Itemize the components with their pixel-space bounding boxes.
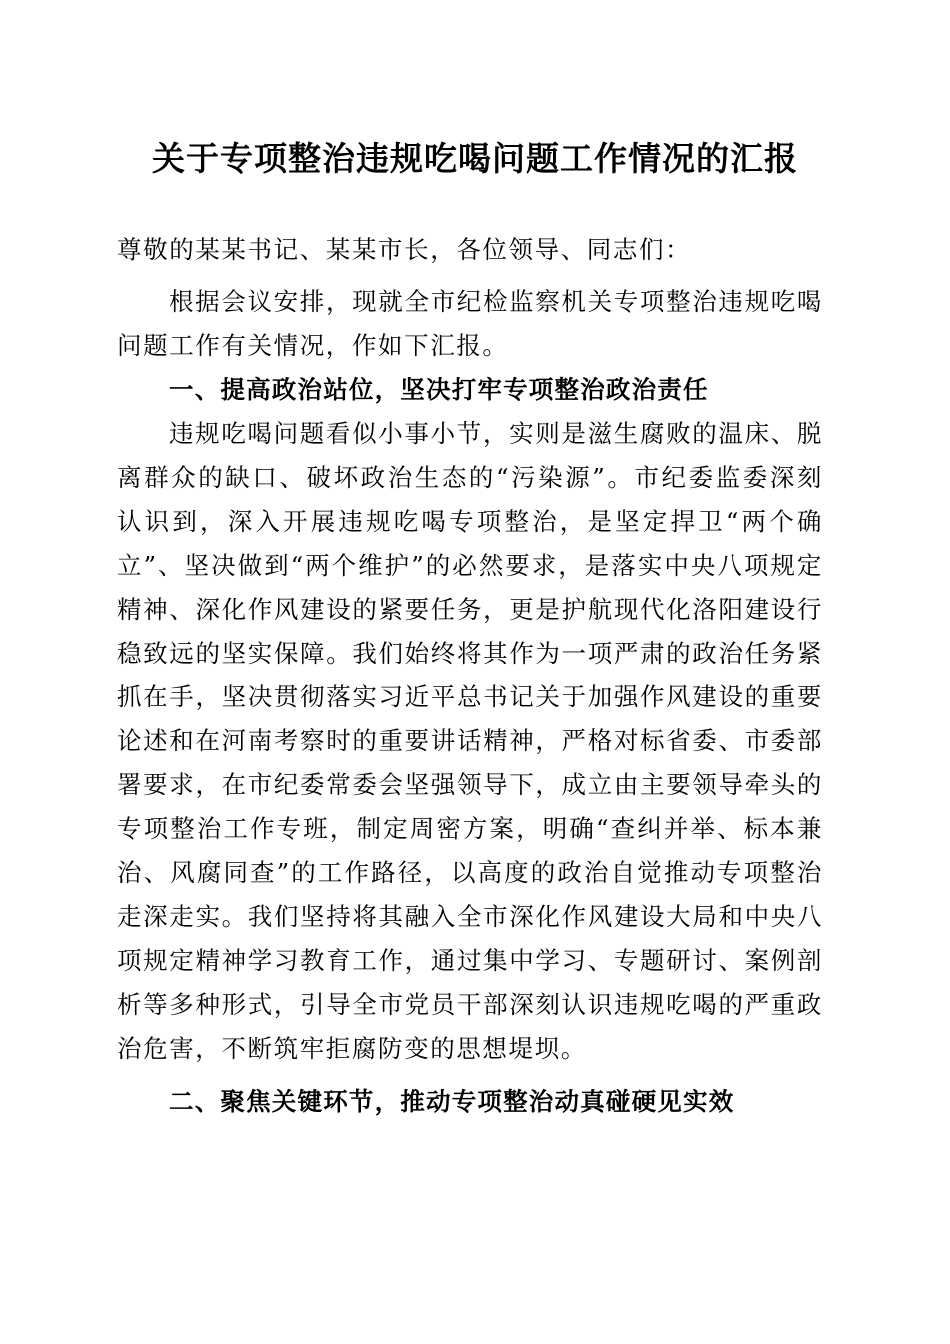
section-heading-1: 一、提高政治站位，坚决打牢专项整治政治责任 <box>169 375 709 404</box>
intro-paragraph: 根据会议安排，现就全市纪检监察机关专项整治违规吃喝问题工作有关情况，作如下汇报。 <box>117 287 823 360</box>
section-1-paragraph: 违规吃喝问题看似小事小节，实则是滋生腐败的温床、脱离群众的缺口、破坏政治生态的“污染源”。市纪委监委深刻认识到，深入开展违规吃喝专项整治，是坚定捍卫“两个确立”、坚决做到“两个维护”的必然要求，是落实中央八项规定精神、深化作风建设的紧要任务，更是护航现代化洛阳建设行稳致远的坚实保障。我们始终将其作为一项严肃的政治任务紧抓在手，坚决贯彻落实习近平总书记关于加强作风建设的重要论述和在河南考察时的重要讲话精神，严格对标省委、市委部署要求，在市纪委常委会坚强领导下，成立由主要领导牵头的专项整治工作专班，制定周密方案，明确“查纠并举、标本兼治、风腐同查”的工作路径，以高度的政治自觉推动专项整治走深走实。我们坚持将其融入全市深化作风建设大局和中央八项规定精神学习教育工作，通过集中学习、专题研讨、案例剖析等多种形式，引导全市党员干部深刻认识违规吃喝的严重政治危害，不断筑牢拒腐防变的思想堤坝。 <box>117 419 823 1063</box>
document-title: 关于专项整治违规吃喝问题工作情况的汇报 <box>152 139 798 178</box>
salutation: 尊敬的某某书记、某某市长，各位领导、同志们： <box>117 235 692 264</box>
section-heading-2: 二、聚焦关键环节，推动专项整治动真碰硬见实效 <box>169 1087 735 1116</box>
